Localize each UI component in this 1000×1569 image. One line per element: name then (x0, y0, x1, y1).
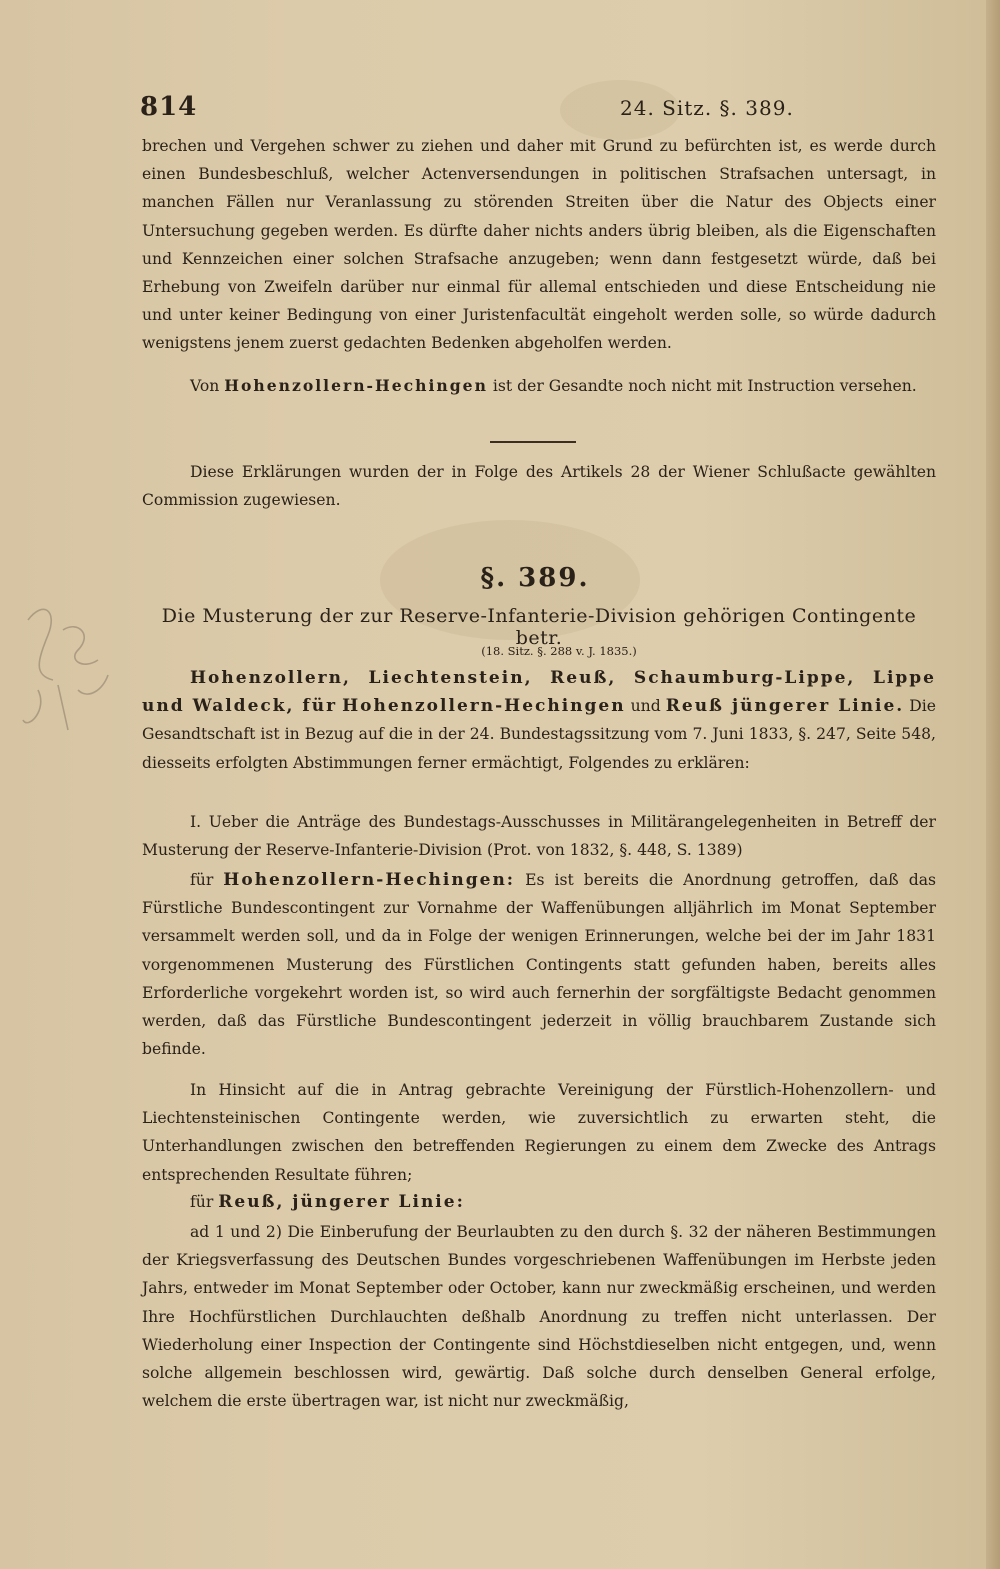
text-connector: und (630, 697, 661, 716)
paragraph-hinsicht: In Hinsicht auf die in Antrag gebrachte Vereinigung der Fürstlich-Hohenzollern- und Liechtensteinischen Contingente werden, wie zuversichtlich zu erwarten steht, die Unterhandlungen zwischen den betreffenden Regierungen zu einem dem Zwecke des Antrags entsprechenden Resultate führen; (142, 1081, 936, 1184)
paragraph-ad-1-2: ad 1 und 2) Die Einberufung der Beurlaubten zu den durch §. 32 der näheren Bestimmungen der Kriegsverfassung des Deutschen Bundes vorgeschriebenen Waffenübungen im Herbste jeden Jahrs, entweder im Monat September oder October, kann nur zweckmäßig erscheinen, und werden Ihre Hochfürstlichen Durchlauchten deßhalb Anordnung zu treffen nicht unterlassen. Der Wiederholung einer Inspection der Contingente sind Höchstdieselben nicht entgegen, und, wenn solche allgemein beschlossen wird, gewärtig. Daß solche durch denselben General erfolge, welchem die erste übertragen war, ist nicht nur zweckmäßig, (142, 1223, 936, 1411)
section-title: Die Musterung der zur Reserve-Infanterie-Division gehörigen Contingente betr. (161, 605, 917, 649)
section-number: §. 389. (480, 563, 590, 593)
paragraph-commission: Diese Erklärungen wurden der in Folge des Artikels 28 der Wiener Schlußacte gewählten Commission zugewiesen. (142, 463, 936, 510)
paragraph-hohenzollern-hechingen (142, 866, 936, 1063)
state-name: Reuß jüngerer Linie. (665, 696, 905, 717)
paragraph-continuation: brechen und Vergehen schwer zu ziehen und daher mit Grund zu befürchten ist, es werde durch einen Bundesbeschluß, welcher Actenversendungen in politischen Strafsachen untersagt, in manchen Fällen nur Veranlassung zu störenden Streiten über die Natur des Objects einer Untersuchung gegeben werden. Es dürfte daher nichts anders übrig bleiben, als die Eigenschaften und Kennzeichen einer solchen Strafsache anzugeben; wenn dann festgesetzt würde, daß bei Erhebung von Zweifeln darüber nur einmal für allemal entschieden und diese Entscheidung nie und unter keiner Bedingung von einer Juristenfacultät eingeholt werden solle, so würde dadurch wenigstens jenem zuerst gedachten Bedenken abgeholfen werden. (142, 137, 936, 353)
paragraph-reuss-heading (142, 1188, 936, 1216)
text-rest: ist der Gesandte noch nicht mit Instruction versehen. (492, 377, 917, 395)
page-number: 814 (140, 92, 198, 122)
handwritten-annotation-icon (8, 590, 118, 740)
state-name: Hohenzollern-Hechingen (342, 696, 626, 717)
page-header (140, 92, 940, 132)
state-name: Hohenzollern-Hechingen (224, 376, 488, 395)
section-reference: (18. Sitz. §. 288 v. J. 1835.) (481, 644, 637, 658)
paragraph-item-I: I. Ueber die Anträge des Bundestags-Ausschusses in Militärangelegenheiten in Betreff der Musterung der Reserve-Infanterie-Division (Prot. von 1832, §. 448, S. 1389) (142, 813, 936, 860)
paragraph-hohenzollern-note (142, 372, 936, 400)
state-name: Reuß, jüngerer Linie: (218, 1192, 465, 1212)
state-list: Hohenzollern, Liechtenstein, Reuß, Schaumburg-Lippe, Lippe und Waldeck, für (142, 668, 936, 717)
page-edge (986, 0, 1000, 1569)
text-prefix: für (190, 1193, 214, 1211)
text-rest: Es ist bereits die Anordnung getroffen, daß das Fürstliche Bundescontingent zur Vornahme der Waffenübungen alljährlich im Monat September versammelt werden soll, und da in Folge der wenigen Erinnerungen, welche bei der im Jahr 1831 vorgenommenen Musterung des Fürstlichen Contingents statt gefunden haben, bereits alles Erforderliche vorgekehrt worden ist, so wird auch fernerhin der sorgfältigste Bedacht genommen werden, daß das Fürstliche Bundescontingent jederzeit in völlig brauchbarem Zustande sich befinde. (142, 871, 936, 1059)
paragraph-states (142, 664, 936, 777)
text-prefix: Von (190, 377, 220, 395)
running-head: 24. Sitz. §. 389. (620, 96, 794, 120)
divider-rule (490, 441, 576, 443)
text-rest: Die Gesandtschaft ist in Bezug auf die in der 24. Bundestagssitzung vom 7. Juni 1833, §. 247, Seite 548, diesseits erfolgten Abstimmungen ferner ermächtigt, Folgendes zu erklären: (142, 697, 936, 772)
text-prefix: für (190, 871, 214, 889)
state-name: Hohenzollern-Hechingen: (223, 870, 516, 890)
